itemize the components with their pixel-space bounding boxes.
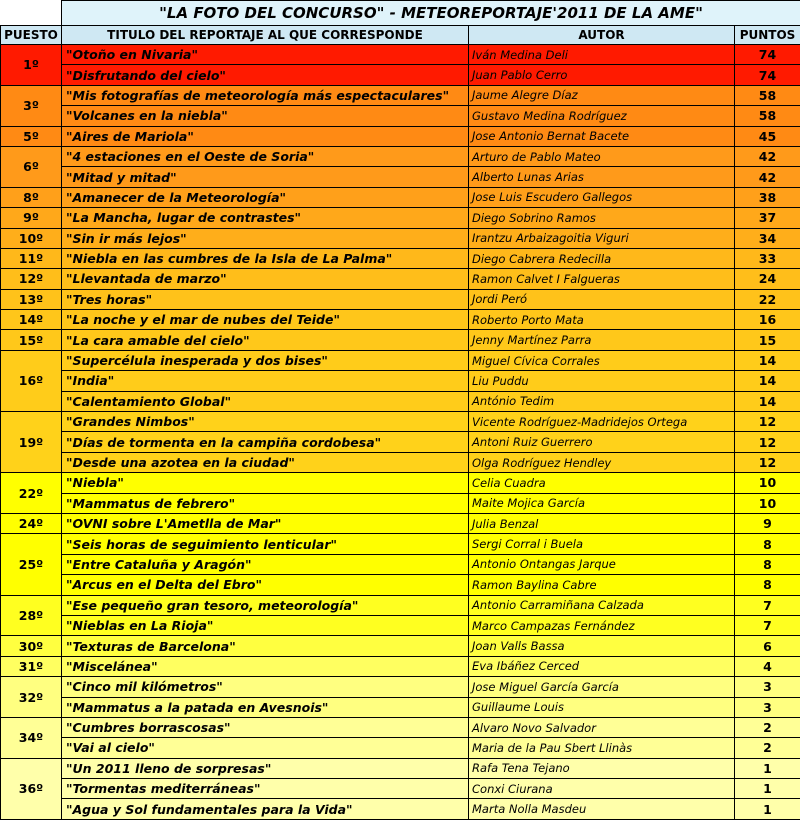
points-cell: 14 bbox=[735, 371, 800, 391]
points-cell: 16 bbox=[735, 310, 800, 330]
title-cell: "Mammatus a la patada en Avesnois" bbox=[62, 697, 469, 717]
title-cell: "Supercélula inesperada y dos bises" bbox=[62, 350, 469, 370]
table-row bbox=[1, 289, 800, 309]
table-row bbox=[1, 799, 800, 819]
table-row bbox=[1, 779, 800, 799]
header-titulo: TITULO DEL REPORTAJE AL QUE CORRESPONDE bbox=[62, 26, 469, 45]
rank-cell: 14º bbox=[1, 310, 62, 330]
points-cell: 74 bbox=[735, 45, 800, 65]
points-cell: 24 bbox=[735, 269, 800, 289]
author-cell: Antonio Carramiñana Calzada bbox=[469, 595, 735, 615]
rank-cell: 25º bbox=[1, 534, 62, 595]
header-autor: AUTOR bbox=[469, 26, 735, 45]
points-cell: 10 bbox=[735, 493, 800, 513]
author-cell: Jose Luis Escudero Gallegos bbox=[469, 187, 735, 207]
table-row bbox=[1, 248, 800, 268]
title-cell: "Mitad y mitad" bbox=[62, 167, 469, 187]
title-cell: "La Mancha, lugar de contrastes" bbox=[62, 208, 469, 228]
author-cell: Maria de la Pau Sbert Llinàs bbox=[469, 738, 735, 758]
points-cell: 7 bbox=[735, 615, 800, 635]
author-cell: Jordi Peró bbox=[469, 289, 735, 309]
title-cell: "India" bbox=[62, 371, 469, 391]
title-cell: "4 estaciones en el Oeste de Soria" bbox=[62, 146, 469, 166]
author-cell: Maite Mojica García bbox=[469, 493, 735, 513]
table-row bbox=[1, 758, 800, 778]
title-cell: "La noche y el mar de nubes del Teide" bbox=[62, 310, 469, 330]
rank-cell: 3º bbox=[1, 85, 62, 126]
rank-cell: 1º bbox=[1, 45, 62, 86]
rank-cell: 24º bbox=[1, 513, 62, 533]
points-cell: 42 bbox=[735, 167, 800, 187]
author-cell: Jenny Martínez Parra bbox=[469, 330, 735, 350]
rank-cell: 10º bbox=[1, 228, 62, 248]
title-cell: "Desde una azotea en la ciudad" bbox=[62, 452, 469, 472]
author-cell: Joan Valls Bassa bbox=[469, 636, 735, 656]
points-cell: 34 bbox=[735, 228, 800, 248]
points-cell: 38 bbox=[735, 187, 800, 207]
author-cell: Irantzu Arbaizagoitia Viguri bbox=[469, 228, 735, 248]
title-cell: "Entre Cataluña y Aragón" bbox=[62, 554, 469, 574]
rank-cell: 5º bbox=[1, 126, 62, 146]
title-cell: "Niebla" bbox=[62, 473, 469, 493]
table-row bbox=[1, 106, 800, 126]
table-row bbox=[1, 717, 800, 737]
points-cell: 45 bbox=[735, 126, 800, 146]
author-cell: Jose Antonio Bernat Bacete bbox=[469, 126, 735, 146]
rank-cell: 22º bbox=[1, 473, 62, 514]
points-cell: 8 bbox=[735, 554, 800, 574]
rank-cell: 6º bbox=[1, 146, 62, 187]
table-row bbox=[1, 45, 800, 65]
author-cell: Gustavo Medina Rodríguez bbox=[469, 106, 735, 126]
rank-cell: 31º bbox=[1, 656, 62, 676]
points-cell: 8 bbox=[735, 575, 800, 595]
author-cell: Arturo de Pablo Mateo bbox=[469, 146, 735, 166]
table-row bbox=[1, 473, 800, 493]
title-cell: "Texturas de Barcelona" bbox=[62, 636, 469, 656]
title-cell: "Seis horas de seguimiento lenticular" bbox=[62, 534, 469, 554]
table-row bbox=[1, 126, 800, 146]
points-cell: 1 bbox=[735, 758, 800, 778]
points-cell: 2 bbox=[735, 717, 800, 737]
points-cell: 74 bbox=[735, 65, 800, 85]
table-row bbox=[1, 636, 800, 656]
title-cell: "Tormentas mediterráneas" bbox=[62, 779, 469, 799]
table-row bbox=[1, 615, 800, 635]
table-row bbox=[1, 697, 800, 717]
points-cell: 58 bbox=[735, 106, 800, 126]
table-row bbox=[1, 534, 800, 554]
points-cell: 58 bbox=[735, 85, 800, 105]
title-cell: "Cumbres borrascosas" bbox=[62, 717, 469, 737]
title-cell: "Miscelánea" bbox=[62, 656, 469, 676]
title-cell: "Días de tormenta en la campiña cordobesa" bbox=[62, 432, 469, 452]
author-cell: Jose Miguel García García bbox=[469, 677, 735, 697]
rank-cell: 8º bbox=[1, 187, 62, 207]
rank-cell: 19º bbox=[1, 412, 62, 473]
author-cell: Olga Rodríguez Hendley bbox=[469, 452, 735, 472]
author-cell: Rafa Tena Tejano bbox=[469, 758, 735, 778]
points-cell: 22 bbox=[735, 289, 800, 309]
table-row bbox=[1, 187, 800, 207]
table-row bbox=[1, 350, 800, 370]
table-row bbox=[1, 391, 800, 411]
author-cell: Sergi Corral i Buela bbox=[469, 534, 735, 554]
title-cell: "Tres horas" bbox=[62, 289, 469, 309]
points-cell: 7 bbox=[735, 595, 800, 615]
author-cell: Marta Nolla Masdeu bbox=[469, 799, 735, 819]
table-row bbox=[1, 595, 800, 615]
author-cell: Liu Puddu bbox=[469, 371, 735, 391]
rank-cell: 11º bbox=[1, 248, 62, 268]
author-cell: Miguel Cívica Corrales bbox=[469, 350, 735, 370]
title-cell: "Niebla en las cumbres de la Isla de La Palma" bbox=[62, 248, 469, 268]
rank-cell: 34º bbox=[1, 717, 62, 758]
title-cell: "Ese pequeño gran tesoro, meteorología" bbox=[62, 595, 469, 615]
sheet-title: "LA FOTO DEL CONCURSO" - METEOREPORTAJE'2011 DE LA AME" bbox=[62, 1, 800, 26]
author-cell: Conxi Ciurana bbox=[469, 779, 735, 799]
author-cell: Vicente Rodríguez-Madridejos Ortega bbox=[469, 412, 735, 432]
author-cell: Celia Cuadra bbox=[469, 473, 735, 493]
table-row bbox=[1, 167, 800, 187]
rank-cell: 12º bbox=[1, 269, 62, 289]
author-cell: Ramon Baylina Cabre bbox=[469, 575, 735, 595]
points-cell: 1 bbox=[735, 779, 800, 799]
author-cell: Diego Cabrera Redecilla bbox=[469, 248, 735, 268]
author-cell: Antoni Ruiz Guerrero bbox=[469, 432, 735, 452]
author-cell: Guillaume Louis bbox=[469, 697, 735, 717]
header-row bbox=[1, 26, 800, 45]
title-row bbox=[1, 1, 800, 26]
points-cell: 14 bbox=[735, 391, 800, 411]
rank-cell: 15º bbox=[1, 330, 62, 350]
rank-cell: 36º bbox=[1, 758, 62, 819]
table-row bbox=[1, 310, 800, 330]
author-cell: Alberto Lunas Arias bbox=[469, 167, 735, 187]
author-cell: Antonio Ontangas Jarque bbox=[469, 554, 735, 574]
author-cell: Marco Campazas Fernández bbox=[469, 615, 735, 635]
points-cell: 9 bbox=[735, 513, 800, 533]
title-cell: "Llevantada de marzo" bbox=[62, 269, 469, 289]
author-cell: Iván Medina Deli bbox=[469, 45, 735, 65]
title-cell: "Grandes Nimbos" bbox=[62, 412, 469, 432]
author-cell: Juan Pablo Cerro bbox=[469, 65, 735, 85]
points-cell: 1 bbox=[735, 799, 800, 819]
points-cell: 8 bbox=[735, 534, 800, 554]
title-cell: "Calentamiento Global" bbox=[62, 391, 469, 411]
author-cell: Jaume Alegre Díaz bbox=[469, 85, 735, 105]
table-row bbox=[1, 146, 800, 166]
title-cell: "Aires de Mariola" bbox=[62, 126, 469, 146]
author-cell: Julia Benzal bbox=[469, 513, 735, 533]
rank-cell: 32º bbox=[1, 677, 62, 718]
points-cell: 12 bbox=[735, 432, 800, 452]
points-cell: 6 bbox=[735, 636, 800, 656]
author-cell: António Tedim bbox=[469, 391, 735, 411]
rank-cell: 28º bbox=[1, 595, 62, 636]
header-puesto: PUESTO bbox=[1, 26, 62, 45]
table-row bbox=[1, 371, 800, 391]
table-row bbox=[1, 330, 800, 350]
points-cell: 15 bbox=[735, 330, 800, 350]
table-row bbox=[1, 452, 800, 472]
title-cell: "Agua y Sol fundamentales para la Vida" bbox=[62, 799, 469, 819]
points-cell: 3 bbox=[735, 697, 800, 717]
points-cell: 2 bbox=[735, 738, 800, 758]
table-row bbox=[1, 575, 800, 595]
points-cell: 3 bbox=[735, 677, 800, 697]
points-cell: 37 bbox=[735, 208, 800, 228]
title-cell: "Otoño en Nivaria" bbox=[62, 45, 469, 65]
author-cell: Diego Sobrino Ramos bbox=[469, 208, 735, 228]
points-cell: 12 bbox=[735, 452, 800, 472]
table-row bbox=[1, 493, 800, 513]
table-row bbox=[1, 738, 800, 758]
points-cell: 14 bbox=[735, 350, 800, 370]
table-row bbox=[1, 85, 800, 105]
title-cell: "Un 2011 lleno de sorpresas" bbox=[62, 758, 469, 778]
title-cell: "Volcanes en la niebla" bbox=[62, 106, 469, 126]
points-cell: 10 bbox=[735, 473, 800, 493]
title-cell: "Sin ir más lejos" bbox=[62, 228, 469, 248]
table-row bbox=[1, 677, 800, 697]
points-cell: 4 bbox=[735, 656, 800, 676]
table-row bbox=[1, 554, 800, 574]
rank-cell: 30º bbox=[1, 636, 62, 656]
table-row bbox=[1, 513, 800, 533]
author-cell: Roberto Porto Mata bbox=[469, 310, 735, 330]
rank-cell: 9º bbox=[1, 208, 62, 228]
title-cell: "Disfrutando del cielo" bbox=[62, 65, 469, 85]
title-cell: "OVNI sobre L'Ametlla de Mar" bbox=[62, 513, 469, 533]
table-row bbox=[1, 208, 800, 228]
table-row bbox=[1, 432, 800, 452]
header-puntos: PUNTOS bbox=[735, 26, 800, 45]
author-cell: Ramon Calvet I Falgueras bbox=[469, 269, 735, 289]
title-cell: "Cinco mil kilómetros" bbox=[62, 677, 469, 697]
title-cell: "La cara amable del cielo" bbox=[62, 330, 469, 350]
table-row bbox=[1, 656, 800, 676]
title-cell: "Mammatus de febrero" bbox=[62, 493, 469, 513]
rank-cell: 13º bbox=[1, 289, 62, 309]
author-cell: Alvaro Novo Salvador bbox=[469, 717, 735, 737]
title-cell: "Amanecer de la Meteorología" bbox=[62, 187, 469, 207]
blank-cell bbox=[1, 1, 62, 26]
table-row bbox=[1, 228, 800, 248]
title-cell: "Arcus en el Delta del Ebro" bbox=[62, 575, 469, 595]
table-row bbox=[1, 269, 800, 289]
author-cell: Eva Ibáñez Cerced bbox=[469, 656, 735, 676]
title-cell: "Mis fotografías de meteorología más espectaculares" bbox=[62, 85, 469, 105]
table-row bbox=[1, 65, 800, 85]
points-cell: 33 bbox=[735, 248, 800, 268]
title-cell: "Vai al cielo" bbox=[62, 738, 469, 758]
points-cell: 42 bbox=[735, 146, 800, 166]
rank-cell: 16º bbox=[1, 350, 62, 411]
points-cell: 12 bbox=[735, 412, 800, 432]
title-cell: "Nieblas en La Rioja" bbox=[62, 615, 469, 635]
table-row bbox=[1, 412, 800, 432]
